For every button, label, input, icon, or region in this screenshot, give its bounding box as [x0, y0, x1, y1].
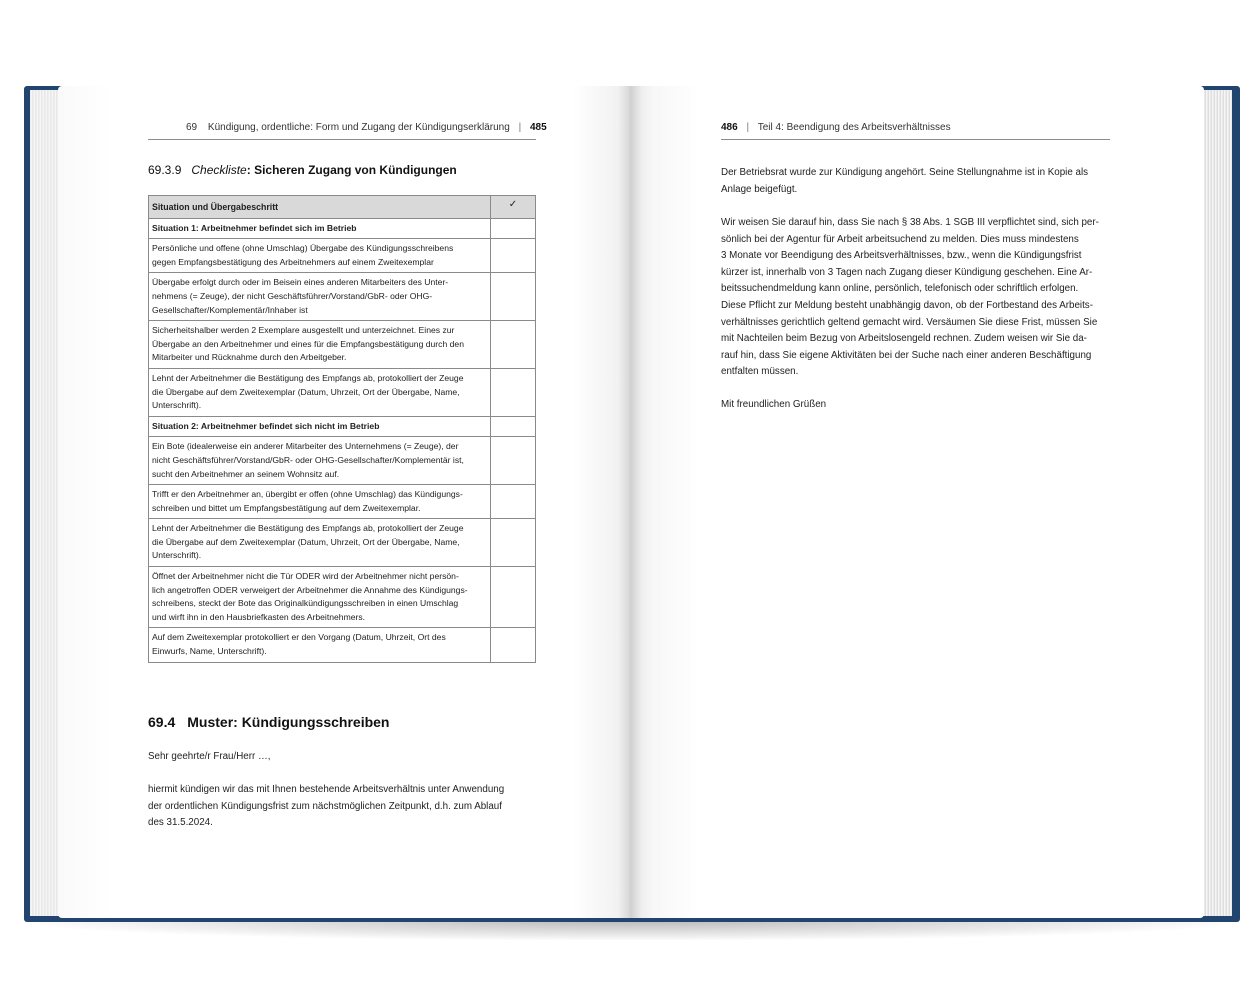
- section-title-italic: Checkliste: [191, 163, 247, 177]
- table-cell-text: [149, 239, 491, 273]
- section-heading-muster: [148, 714, 389, 730]
- text-line: Diese Pflicht zur Meldung besteht unabhängig davon, ob der Fortbestand des Arbeits-: [721, 299, 1093, 311]
- table-row: [149, 519, 536, 567]
- right-header-rule: [721, 139, 1110, 140]
- table-cell-line: Situation 2: Arbeitnehmer befindet sich nicht im Betrieb: [152, 420, 380, 431]
- section-title: : Sicheren Zugang von Kündigungen: [246, 163, 457, 177]
- table-cell-line: Persönliche und offene (ohne Umschlag) Übergabe des Kündigungsschreibens: [152, 243, 454, 254]
- text-line: entfalten müssen.: [721, 366, 799, 378]
- table-row: [149, 321, 536, 369]
- notice-paragraph: [721, 215, 1110, 381]
- right-page-edges: [1200, 90, 1232, 916]
- table-cell-line: Ein Bote (idealerweise ein anderer Mitarbeiter des Unternehmens (= Zeuge), der: [152, 441, 459, 452]
- table-row: [149, 628, 536, 662]
- table-cell-line: Einwurfs, Name, Unterschrift).: [152, 646, 267, 657]
- check-box-cell[interactable]: [491, 485, 536, 519]
- table-cell-line: gegen Empfangsbestätigung des Arbeitnehmers auf einem Zweitexemplar: [152, 256, 434, 267]
- table-cell-line: nicht Geschäftsführer/Vorstand/GbR- oder OHG-Gesellschafter/Komplementär ist,: [152, 454, 464, 465]
- text-line: Der Betriebsrat wurde zur Kündigung angehört. Seine Stellungnahme ist in Kopie als: [721, 167, 1089, 178]
- table-cell-text: [149, 218, 491, 239]
- chapter-title: Kündigung, ordentliche: Form und Zugang der Kündigungserklärung: [207, 122, 510, 133]
- text-line: des 31.5.2024.: [148, 817, 213, 829]
- table-cell-text: [149, 368, 491, 416]
- page-number-right: 486: [721, 122, 738, 133]
- left-running-header: [186, 122, 547, 133]
- text-line: mit Nachteilen beim Bezug von Arbeitslosengeld rechnen. Zudem weisen wir Sie da-: [721, 333, 1087, 345]
- check-box-cell[interactable]: [491, 321, 536, 369]
- text-line: 3 Monate vor Beendigung des Arbeitsverhältnisses, bzw., wenn die Kündigungsfrist: [721, 250, 1082, 262]
- table-row: [149, 239, 536, 273]
- check-box-cell[interactable]: [491, 628, 536, 662]
- table-cell-line: Unterschrift).: [152, 550, 202, 561]
- right-page: [630, 86, 1204, 918]
- table-header-row: [149, 196, 536, 219]
- table-cell-line: Situation 1: Arbeitnehmer befindet sich im Betrieb: [152, 222, 357, 233]
- left-page-edges: [30, 90, 60, 916]
- table-cell-line: Auf dem Zweitexemplar protokolliert er den Vorgang (Datum, Uhrzeit, Ort des: [152, 632, 446, 643]
- table-cell-text: [149, 437, 491, 485]
- table-subheading-row: [149, 416, 536, 437]
- table-row: [149, 567, 536, 628]
- table-cell-line: nehmens (= Zeuge), der nicht Geschäftsführer/Vorstand/GbR- oder OHG-: [152, 290, 433, 301]
- table-cell-text: [149, 416, 491, 437]
- table-cell-line: und wirft ihn in den Hausbriefkasten des Arbeitnehmers.: [152, 611, 366, 622]
- table-cell-line: die Übergabe auf dem Zweitexemplar (Datum, Uhrzeit, Ort der Übergabe, Name,: [152, 386, 460, 397]
- table-cell-text: [149, 273, 491, 321]
- check-box-cell[interactable]: [491, 273, 536, 321]
- check-box-cell[interactable]: [491, 437, 536, 485]
- table-cell-line: Trifft er den Arbeitnehmer an, übergibt er offen (ohne Umschlag) das Kündigungs-: [152, 489, 463, 500]
- table-cell-line: schreibens, steckt der Bote das Originalkündigungsschreiben in einen Umschlag: [152, 598, 459, 609]
- text-line: Anlage beigefügt.: [721, 183, 798, 195]
- table-cell-text: [149, 567, 491, 628]
- section-heading-checklist: [148, 163, 457, 177]
- section2-number: 69.4: [148, 714, 176, 730]
- left-header-rule: [148, 139, 536, 140]
- letter-body-paragraph: [148, 782, 536, 832]
- table-cell-text: [149, 628, 491, 662]
- table-cell-line: Mitarbeiter und Rücknahme durch den Arbeitgeber.: [152, 352, 347, 363]
- table-cell-text: [149, 519, 491, 567]
- text-line: Wir weisen Sie darauf hin, dass Sie nach § 38 Abs. 1 SGB III verpflichtet sind, sich per-: [721, 217, 1099, 228]
- section2-title: Muster: Kündigungsschreiben: [187, 714, 390, 730]
- table-cell-line: schreiben und bittet um Empfangsbestätigung auf dem Zweitexemplar.: [152, 502, 421, 513]
- check-box-cell[interactable]: [491, 416, 536, 437]
- right-running-header: [721, 122, 951, 133]
- text-line: kürzer ist, innerhalb von 3 Tagen nach Zugang dieser Kündigung geschehen. Eine Ar-: [721, 266, 1093, 278]
- table-cell-line: Sicherheitshalber werden 2 Exemplare ausgestellt und unterzeichnet. Eines zur: [152, 325, 455, 336]
- closing-line: Mit freundlichen Grüßen: [721, 399, 827, 410]
- text-line: hiermit kündigen wir das mit Ihnen bestehende Arbeitsverhältnis unter Anwendung: [148, 784, 505, 795]
- part-title: Teil 4: Beendigung des Arbeitsverhältnisses: [757, 122, 951, 133]
- table-row: [149, 437, 536, 485]
- table-row: [149, 485, 536, 519]
- table-cell-line: Lehnt der Arbeitnehmer die Bestätigung des Empfangs ab, protokolliert der Zeuge: [152, 372, 464, 383]
- text-line: beitssuchendmeldung kann online, persönlich, telefonisch oder schriftlich erfolgen.: [721, 283, 1079, 295]
- text-line: der ordentlichen Kündigungsfrist zum nächstmöglichen Zeitpunkt, d.h. zum Ablauf: [148, 800, 502, 812]
- salutation: Sehr geehrte/r Frau/Herr …,: [148, 751, 271, 762]
- table-header-label: Situation und Übergabeschritt: [149, 196, 491, 219]
- table-cell-text: [149, 485, 491, 519]
- section-number: 69.3.9: [148, 163, 182, 177]
- betriebsrat-paragraph: [721, 165, 1110, 198]
- table-cell-line: die Übergabe auf dem Zweitexemplar (Datum, Uhrzeit, Ort der Übergabe, Name,: [152, 536, 460, 547]
- check-box-cell[interactable]: [491, 218, 536, 239]
- table-cell-line: Übergabe an den Arbeitnehmer und eines für die Empfangsbestätigung durch den: [152, 338, 464, 349]
- check-column-icon: ✓: [491, 196, 536, 219]
- check-box-cell[interactable]: [491, 519, 536, 567]
- chapter-number: 69: [186, 122, 198, 133]
- table-cell-line: lich angetroffen ODER verweigert der Arbeitnehmer die Annahme des Kündigungs-: [152, 584, 468, 595]
- page-number-left: 485: [529, 122, 547, 133]
- table-cell-line: Öffnet der Arbeitnehmer nicht die Tür ODER wird der Arbeitnehmer nicht persön-: [152, 571, 459, 582]
- text-line: sönlich bei der Agentur für Arbeit arbeitsuchend zu melden. Dies muss mindestens: [721, 233, 1079, 245]
- table-cell-line: Gesellschafter/Komplementär/Inhaber ist: [152, 304, 308, 315]
- book-gutter: [618, 86, 642, 918]
- table-cell-text: [149, 321, 491, 369]
- check-box-cell[interactable]: [491, 239, 536, 273]
- table-cell-line: sucht den Arbeitnehmer an seinem Wohnsitz auf.: [152, 468, 340, 479]
- table-cell-line: Lehnt der Arbeitnehmer die Bestätigung des Empfangs ab, protokolliert der Zeuge: [152, 523, 464, 534]
- check-box-cell[interactable]: [491, 567, 536, 628]
- table-subheading-row: [149, 218, 536, 239]
- table-cell-line: Übergabe erfolgt durch oder im Beisein eines anderen Mitarbeiters des Unter-: [152, 277, 449, 288]
- text-line: rauf hin, dass Sie eigene Aktivitäten bei der Suche nach einer anderen Beschäftigung: [721, 349, 1092, 361]
- text-line: verhältnisses gerichtlich geltend gemacht wird. Versäumen Sie diese Frist, müssen Sie: [721, 316, 1098, 328]
- table-row: [149, 273, 536, 321]
- table-cell-line: Unterschrift).: [152, 400, 202, 411]
- header-separator-right: |: [746, 122, 750, 133]
- header-separator: |: [518, 122, 522, 133]
- table-row: [149, 368, 536, 416]
- check-box-cell[interactable]: [491, 368, 536, 416]
- checklist-table: [148, 195, 536, 663]
